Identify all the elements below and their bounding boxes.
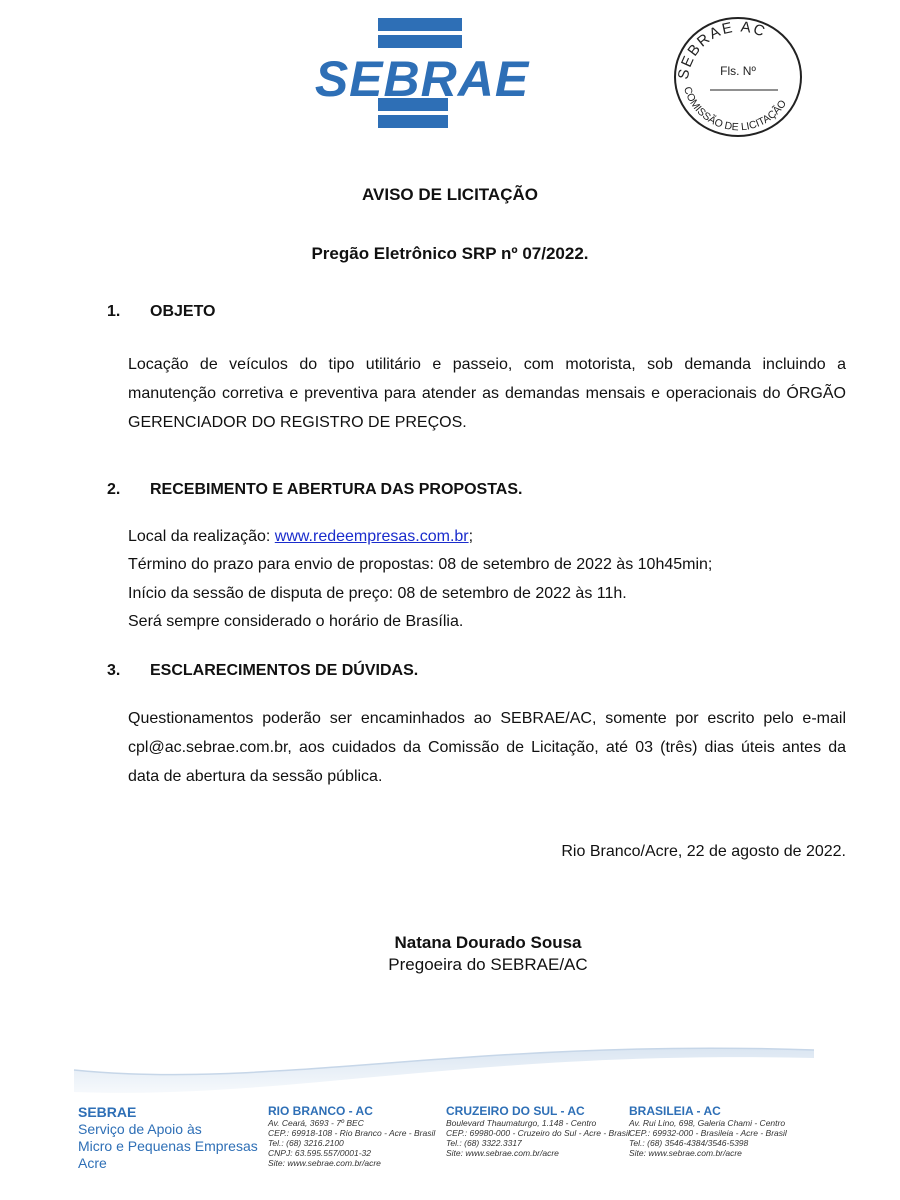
- section-heading-propostas: [107, 481, 522, 499]
- office-line: Boulevard Thaumaturgo, 1.148 - Centro: [446, 1118, 597, 1128]
- office-name: RIO BRANCO - AC: [268, 1104, 373, 1118]
- date-line: Rio Branco/Acre, 22 de agosto de 2022.: [561, 843, 846, 860]
- office-name: BRASILEIA - AC: [629, 1104, 721, 1118]
- office-line: CNPJ: 63.595.557/0001-32: [268, 1148, 372, 1158]
- footer-wave-graphic: [70, 1030, 816, 1100]
- notice-subtitle: Pregão Eletrônico SRP nº 07/2022.: [311, 244, 589, 263]
- office-line: CEP.: 69918-108 - Rio Branco - Acre - Brasil: [268, 1128, 436, 1138]
- section-text-objeto: Locação de veículos do tipo utilitário e passeio, com motorista, sob demanda incluindo a manutenção corretiva e preventiva para atender as demandas mensais e operacionais do ÓRGÃO GERENCIADOR DO REGISTRO DE PREÇOS.: [128, 356, 846, 431]
- stamp-field: Fls. Nº: [720, 64, 756, 78]
- redeempresas-link[interactable]: www.redeempresas.com.br: [274, 528, 469, 545]
- section-text-duvidas: Questionamentos poderão ser encaminhados ao SEBRAE/AC, somente por escrito pelo e-mail cpl@ac.sebrae.com.br, aos cuidados da Comissão de Licitação, até 03 (três) dias úteis antes da data de abertura da sessão pública.: [128, 710, 846, 785]
- footer-brand-line: Micro e Pequenas Empresas: [78, 1138, 258, 1154]
- office-cruzeiro-do-sul: [446, 1104, 630, 1158]
- local-line: [128, 528, 473, 546]
- notice-title: AVISO DE LICITAÇÃO: [362, 185, 538, 204]
- stamp-org: SEBRAE AC: [674, 18, 769, 81]
- office-line: CEP.: 69980-000 - Cruzeiro do Sul - Acre - Brasil: [446, 1128, 630, 1138]
- office-line: Av. Rui Lino, 698, Galeria Chami - Centro: [629, 1118, 786, 1128]
- section-number: 3.: [107, 662, 121, 679]
- section-title: RECEBIMENTO E ABERTURA DAS PROPOSTAS.: [150, 481, 523, 498]
- office-line: Site: www.sebrae.com.br/acre: [629, 1148, 742, 1158]
- local-label: Local da realização:: [128, 528, 275, 545]
- protocol-stamp: [670, 14, 806, 140]
- footer-brand-name: SEBRAE: [78, 1104, 137, 1120]
- footer-brand: [78, 1104, 258, 1172]
- office-line: Site: www.sebrae.com.br/acre: [268, 1158, 381, 1168]
- signatory-name: Natana Dourado Sousa: [394, 933, 582, 952]
- local-suffix: ;: [468, 528, 474, 545]
- section-title: OBJETO: [150, 303, 216, 320]
- deadline-line: Término do prazo para envio de propostas: 08 de setembro de 2022 às 10h45min;: [128, 556, 713, 573]
- office-line: Tel.: (68) 3546-4384/3546-5398: [629, 1138, 749, 1148]
- office-line: CEP.: 69932-000 - Brasileia - Acre - Brasil: [629, 1128, 787, 1138]
- timezone-line: Será sempre considerado o horário de Brasília.: [128, 613, 464, 630]
- section-number: 1.: [107, 303, 121, 320]
- sebrae-logo: [310, 14, 534, 132]
- section-title: ESCLARECIMENTOS DE DÚVIDAS.: [150, 662, 419, 679]
- office-brasileia: [629, 1104, 787, 1158]
- footer-brand-line: Serviço de Apoio às: [78, 1121, 202, 1137]
- section-heading-objeto: [107, 303, 216, 321]
- office-line: Tel.: (68) 3216.2100: [268, 1138, 344, 1148]
- logo-wordmark: SEBRAE: [314, 51, 530, 107]
- office-name: CRUZEIRO DO SUL - AC: [446, 1104, 585, 1118]
- section-heading-duvidas: [107, 662, 418, 680]
- signatory-role: Pregoeira do SEBRAE/AC: [388, 955, 588, 974]
- footer-brand-line: Acre: [78, 1155, 107, 1171]
- office-line: Site: www.sebrae.com.br/acre: [446, 1148, 559, 1158]
- session-start-line: Início da sessão de disputa de preço: 08 de setembro de 2022 às 11h.: [128, 585, 627, 602]
- office-rio-branco: [268, 1104, 435, 1168]
- office-line: Tel.: (68) 3322.3317: [446, 1138, 522, 1148]
- office-line: Av. Ceará, 3693 - 7º BEC: [268, 1118, 364, 1128]
- stamp-dept: COMISSÃO DE LICITAÇÃO: [681, 85, 789, 134]
- section-number: 2.: [107, 481, 121, 498]
